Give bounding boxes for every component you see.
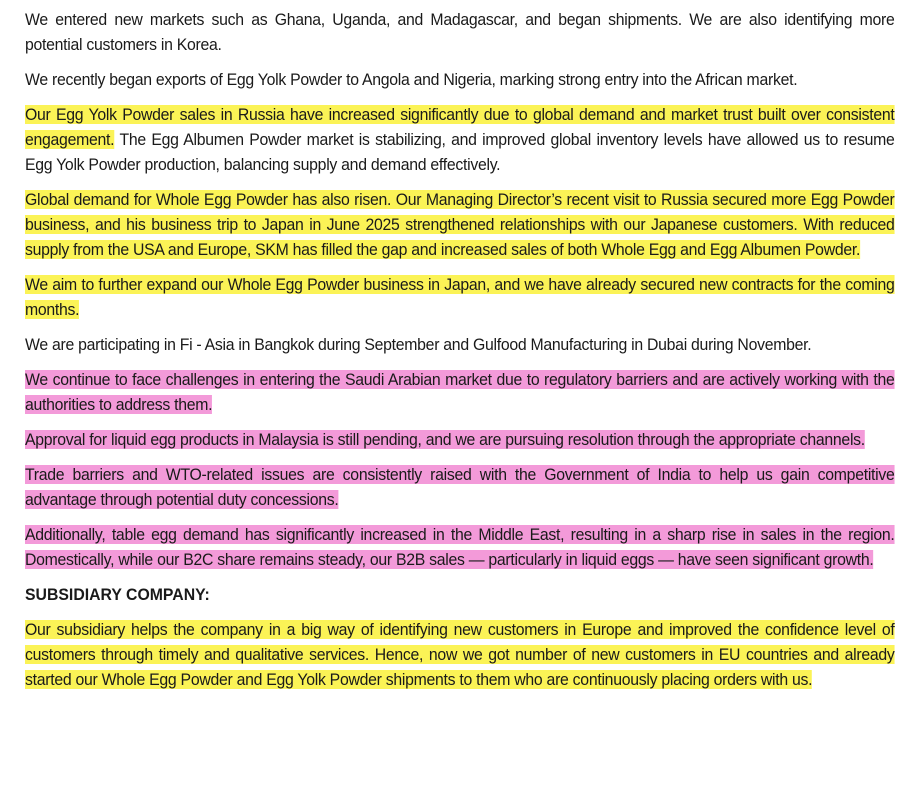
paragraph-new-markets (25, 7, 895, 57)
paragraph-middle-east (25, 522, 895, 572)
paragraph-text: The Egg Albumen Powder market is stabilizing, and improved global inventory levels have allowed us to resume Egg Yolk Powder production, balancing supply and demand effectively. (25, 130, 895, 174)
highlighted-text: Our subsidiary helps the company in a big way of identifying new customers in Europe and improved the confidence level of customers through timely and qualitative services. Hence, now we got number of new customers in EU countries and already started our Whole Egg Powder and Egg Yolk Powder shipments to them who are continuously placing orders with us. (25, 620, 895, 689)
section-heading-subsidiary: SUBSIDIARY COMPANY: (25, 585, 210, 604)
highlighted-text: Global demand for Whole Egg Powder has also risen. Our Managing Director’s recent visit to Russia secured more Egg Powder business, and his business trip to Japan in June 2025 strengthened relationships with our Japanese customers. With reduced supply from the USA and Europe, SKM has filled the gap and increased sales of both Whole Egg and Egg Albumen Powder. (25, 190, 895, 259)
paragraph-russia-yolk (25, 102, 895, 177)
paragraph-india-trade (25, 462, 895, 512)
highlighted-text: Additionally, table egg demand has significantly increased in the Middle East, resulting in a sharp rise in sales in the region. Domestically, while our B2C share remains steady, our B2B sales — particularly in liquid eggs — have seen significant growth. (25, 525, 895, 569)
highlighted-text: Our Egg Yolk Powder sales in Russia have increased significantly due to global demand and market trust built over consistent engagement. (25, 105, 895, 149)
paragraph-whole-egg-demand (25, 187, 895, 262)
highlighted-text: Approval for liquid egg products in Malaysia is still pending, and we are pursuing resolution through the appropriate channels. (25, 430, 865, 449)
highlighted-text: We continue to face challenges in entering the Saudi Arabian market due to regulatory barriers and are actively working with the authorities to address them. (25, 370, 895, 414)
highlighted-text: Trade barriers and WTO-related issues are consistently raised with the Government of India to help us gain competitive advantage through potential duty concessions. (25, 465, 895, 509)
highlighted-text: We aim to further expand our Whole Egg Powder business in Japan, and we have already secured new contracts for the coming months. (25, 275, 895, 319)
paragraph-text: We entered new markets such as Ghana, Uganda, and Madagascar, and began shipments. We are also identifying more potential customers in Korea. (25, 10, 895, 54)
paragraph-malaysia-approval (25, 427, 895, 452)
paragraph-saudi-challenges (25, 367, 895, 417)
paragraph-text: We are participating in Fi - Asia in Bangkok during September and Gulfood Manufacturing in Dubai during November. (25, 335, 812, 354)
paragraph-japan-expansion (25, 272, 895, 322)
paragraph-africa-exports (25, 67, 895, 92)
paragraph-text: We recently began exports of Egg Yolk Powder to Angola and Nigeria, marking strong entry into the African market. (25, 70, 798, 89)
paragraph-trade-fairs (25, 332, 895, 357)
paragraph-subsidiary (25, 617, 895, 692)
